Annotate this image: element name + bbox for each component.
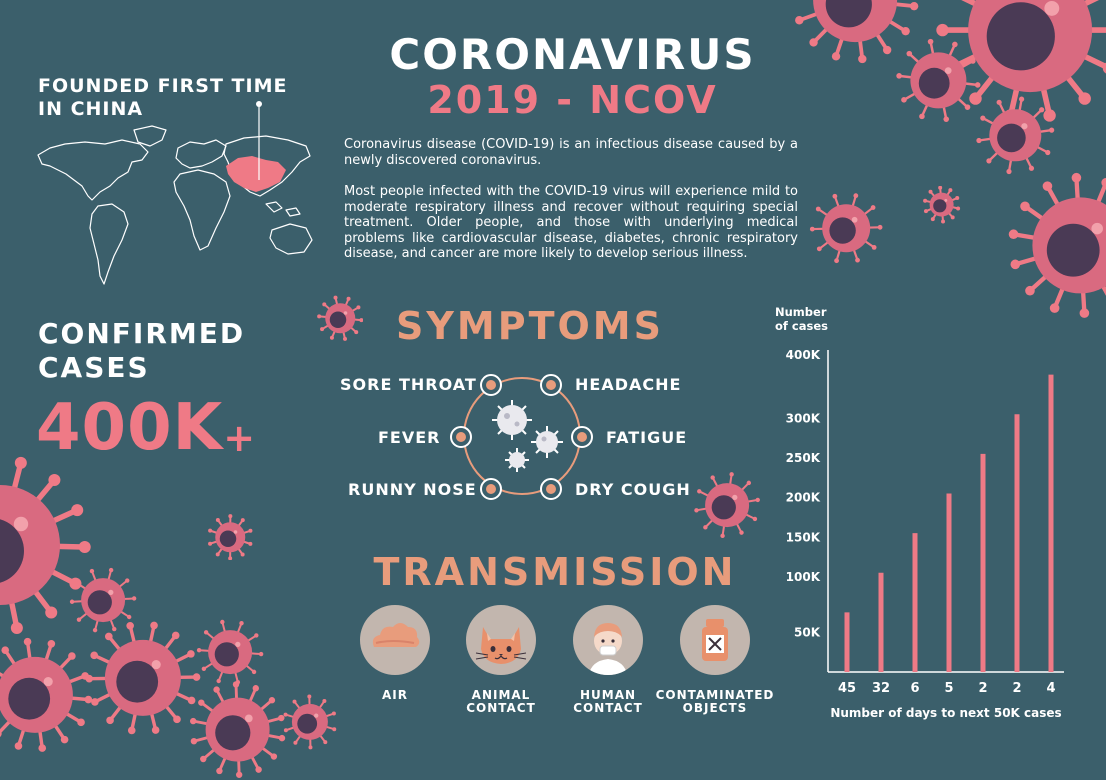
intro-paragraph-1: Coronavirus disease (COVID-19) is an infectious disease caused by a newly discovered coronavirus.	[344, 137, 798, 168]
cases-bar-chart	[760, 300, 1100, 730]
chart-y-tick-label: 250K	[786, 451, 821, 465]
virus-icon	[282, 694, 338, 750]
cat-icon	[466, 605, 536, 675]
chart-x-tick-label: 32	[872, 681, 890, 696]
virus-icon	[895, 37, 982, 124]
chart-bar-5	[1015, 414, 1020, 672]
confirmed-cases-label	[38, 317, 298, 385]
virus-icon	[188, 680, 287, 779]
virus-white-icon-small	[531, 426, 563, 458]
symptom-fever: FEVER	[378, 428, 441, 448]
transmission-animal-line2: CONTACT	[441, 702, 561, 715]
symptom-runny-nose: RUNNY NOSE	[348, 480, 477, 500]
symptom-dry-cough: DRY COUGH	[575, 480, 691, 500]
symptom-sore-throat-dot	[480, 374, 502, 396]
chart-x-tick-label: 6	[910, 681, 919, 696]
confirmed-cases-suffix: +	[223, 416, 256, 460]
chart-x-tick-label: 2	[1012, 681, 1021, 696]
virus-icon	[207, 514, 254, 561]
cloud-icon	[360, 605, 430, 675]
transmission-human-contact	[548, 605, 668, 715]
transmission-contaminated-line2: OBJECTS	[655, 702, 775, 715]
chart-y-tick-label: 100K	[786, 570, 821, 584]
virus-icon	[84, 619, 202, 737]
person-icon	[573, 605, 643, 675]
transmission-air-line1: AIR	[335, 689, 455, 702]
page-title: CORONAVIRUS	[340, 30, 805, 79]
chart-x-tick-label: 5	[944, 681, 953, 696]
chart-bar-4	[981, 454, 986, 672]
transmission-contaminated-line1: CONTAMINATED	[655, 689, 775, 702]
page-subtitle: 2019 - NCOV	[340, 78, 805, 122]
chart-y-tick-label: 50K	[794, 625, 821, 639]
transmission-air-label	[335, 689, 455, 702]
symptom-fatigue-dot	[571, 426, 593, 448]
symptom-headache-dot	[540, 374, 562, 396]
transmission-contaminated-objects	[655, 605, 775, 715]
transmission-animal-label	[441, 689, 561, 715]
confirmed-cases-line1: CONFIRMED	[38, 317, 298, 351]
virus-white-icon-tiny	[505, 448, 529, 472]
chart-x-tick-label: 45	[838, 681, 856, 696]
symptom-runny-nose-dot	[480, 478, 502, 500]
chart-y-tick-label: 200K	[786, 491, 821, 505]
virus-icon	[923, 186, 960, 223]
transmission-heading: TRANSMISSION	[350, 550, 760, 594]
symptom-fatigue: FATIGUE	[606, 428, 687, 448]
confirmed-cases-value	[36, 392, 256, 464]
world-map-icon	[30, 100, 320, 290]
origin-label-line2: IN CHINA	[38, 98, 308, 121]
virus-icon	[809, 191, 883, 265]
chart-ylabel-line2: of cases	[775, 319, 828, 333]
intro-paragraph-2: Most people infected with the COVID-19 virus will experience mild to moderate respiratory illness and recover without requiring special treatment. Older people, and those with underlying medical problems like cardiovascular disease, diabetes, chronic respiratory disease, and cancer are more likely to develop serious illness.	[344, 184, 798, 262]
contaminated-jar-icon	[680, 605, 750, 675]
virus-white-icon	[492, 400, 532, 440]
chart-bar-1	[879, 573, 884, 672]
chart-x-tick-label: 4	[1046, 681, 1055, 696]
transmission-animal-contact	[441, 605, 561, 715]
symptom-fever-dot	[450, 426, 472, 448]
virus-icon	[1006, 171, 1106, 320]
chart-bar-6	[1049, 375, 1054, 672]
virus-icon	[317, 295, 364, 342]
virus-icon	[0, 636, 94, 754]
chart-bar-2	[913, 533, 918, 672]
transmission-contaminated-label	[655, 689, 775, 715]
confirmed-cases-line2: CASES	[38, 351, 298, 385]
chart-y-tick-label: 150K	[786, 530, 821, 544]
chart-bar-3	[947, 494, 952, 673]
transmission-human-line1: HUMAN	[548, 689, 668, 702]
chart-ylabel-line1: Number	[775, 305, 827, 319]
confirmed-cases-number: 400K	[36, 391, 223, 465]
transmission-human-line2: CONTACT	[548, 702, 668, 715]
virus-icon	[975, 95, 1056, 176]
symptom-sore-throat: SORE THROAT	[340, 375, 477, 395]
symptom-headache: HEADACHE	[575, 375, 681, 395]
symptoms-heading: SYMPTOMS	[380, 304, 680, 348]
transmission-human-label	[548, 689, 668, 715]
chart-xlabel: Number of days to next 50K cases	[830, 706, 1061, 720]
chart-y-tick-label: 400K	[786, 348, 821, 362]
virus-icon	[196, 618, 264, 686]
transmission-animal-line1: ANIMAL	[441, 689, 561, 702]
chart-x-tick-label: 2	[978, 681, 987, 696]
chart-y-tick-label: 300K	[786, 411, 821, 425]
chart-bar-0	[845, 612, 850, 672]
origin-label-line1: FOUNDED FIRST TIME	[38, 75, 308, 98]
transmission-air	[335, 605, 455, 702]
symptom-dry-cough-dot	[540, 478, 562, 500]
virus-icon	[693, 471, 761, 539]
